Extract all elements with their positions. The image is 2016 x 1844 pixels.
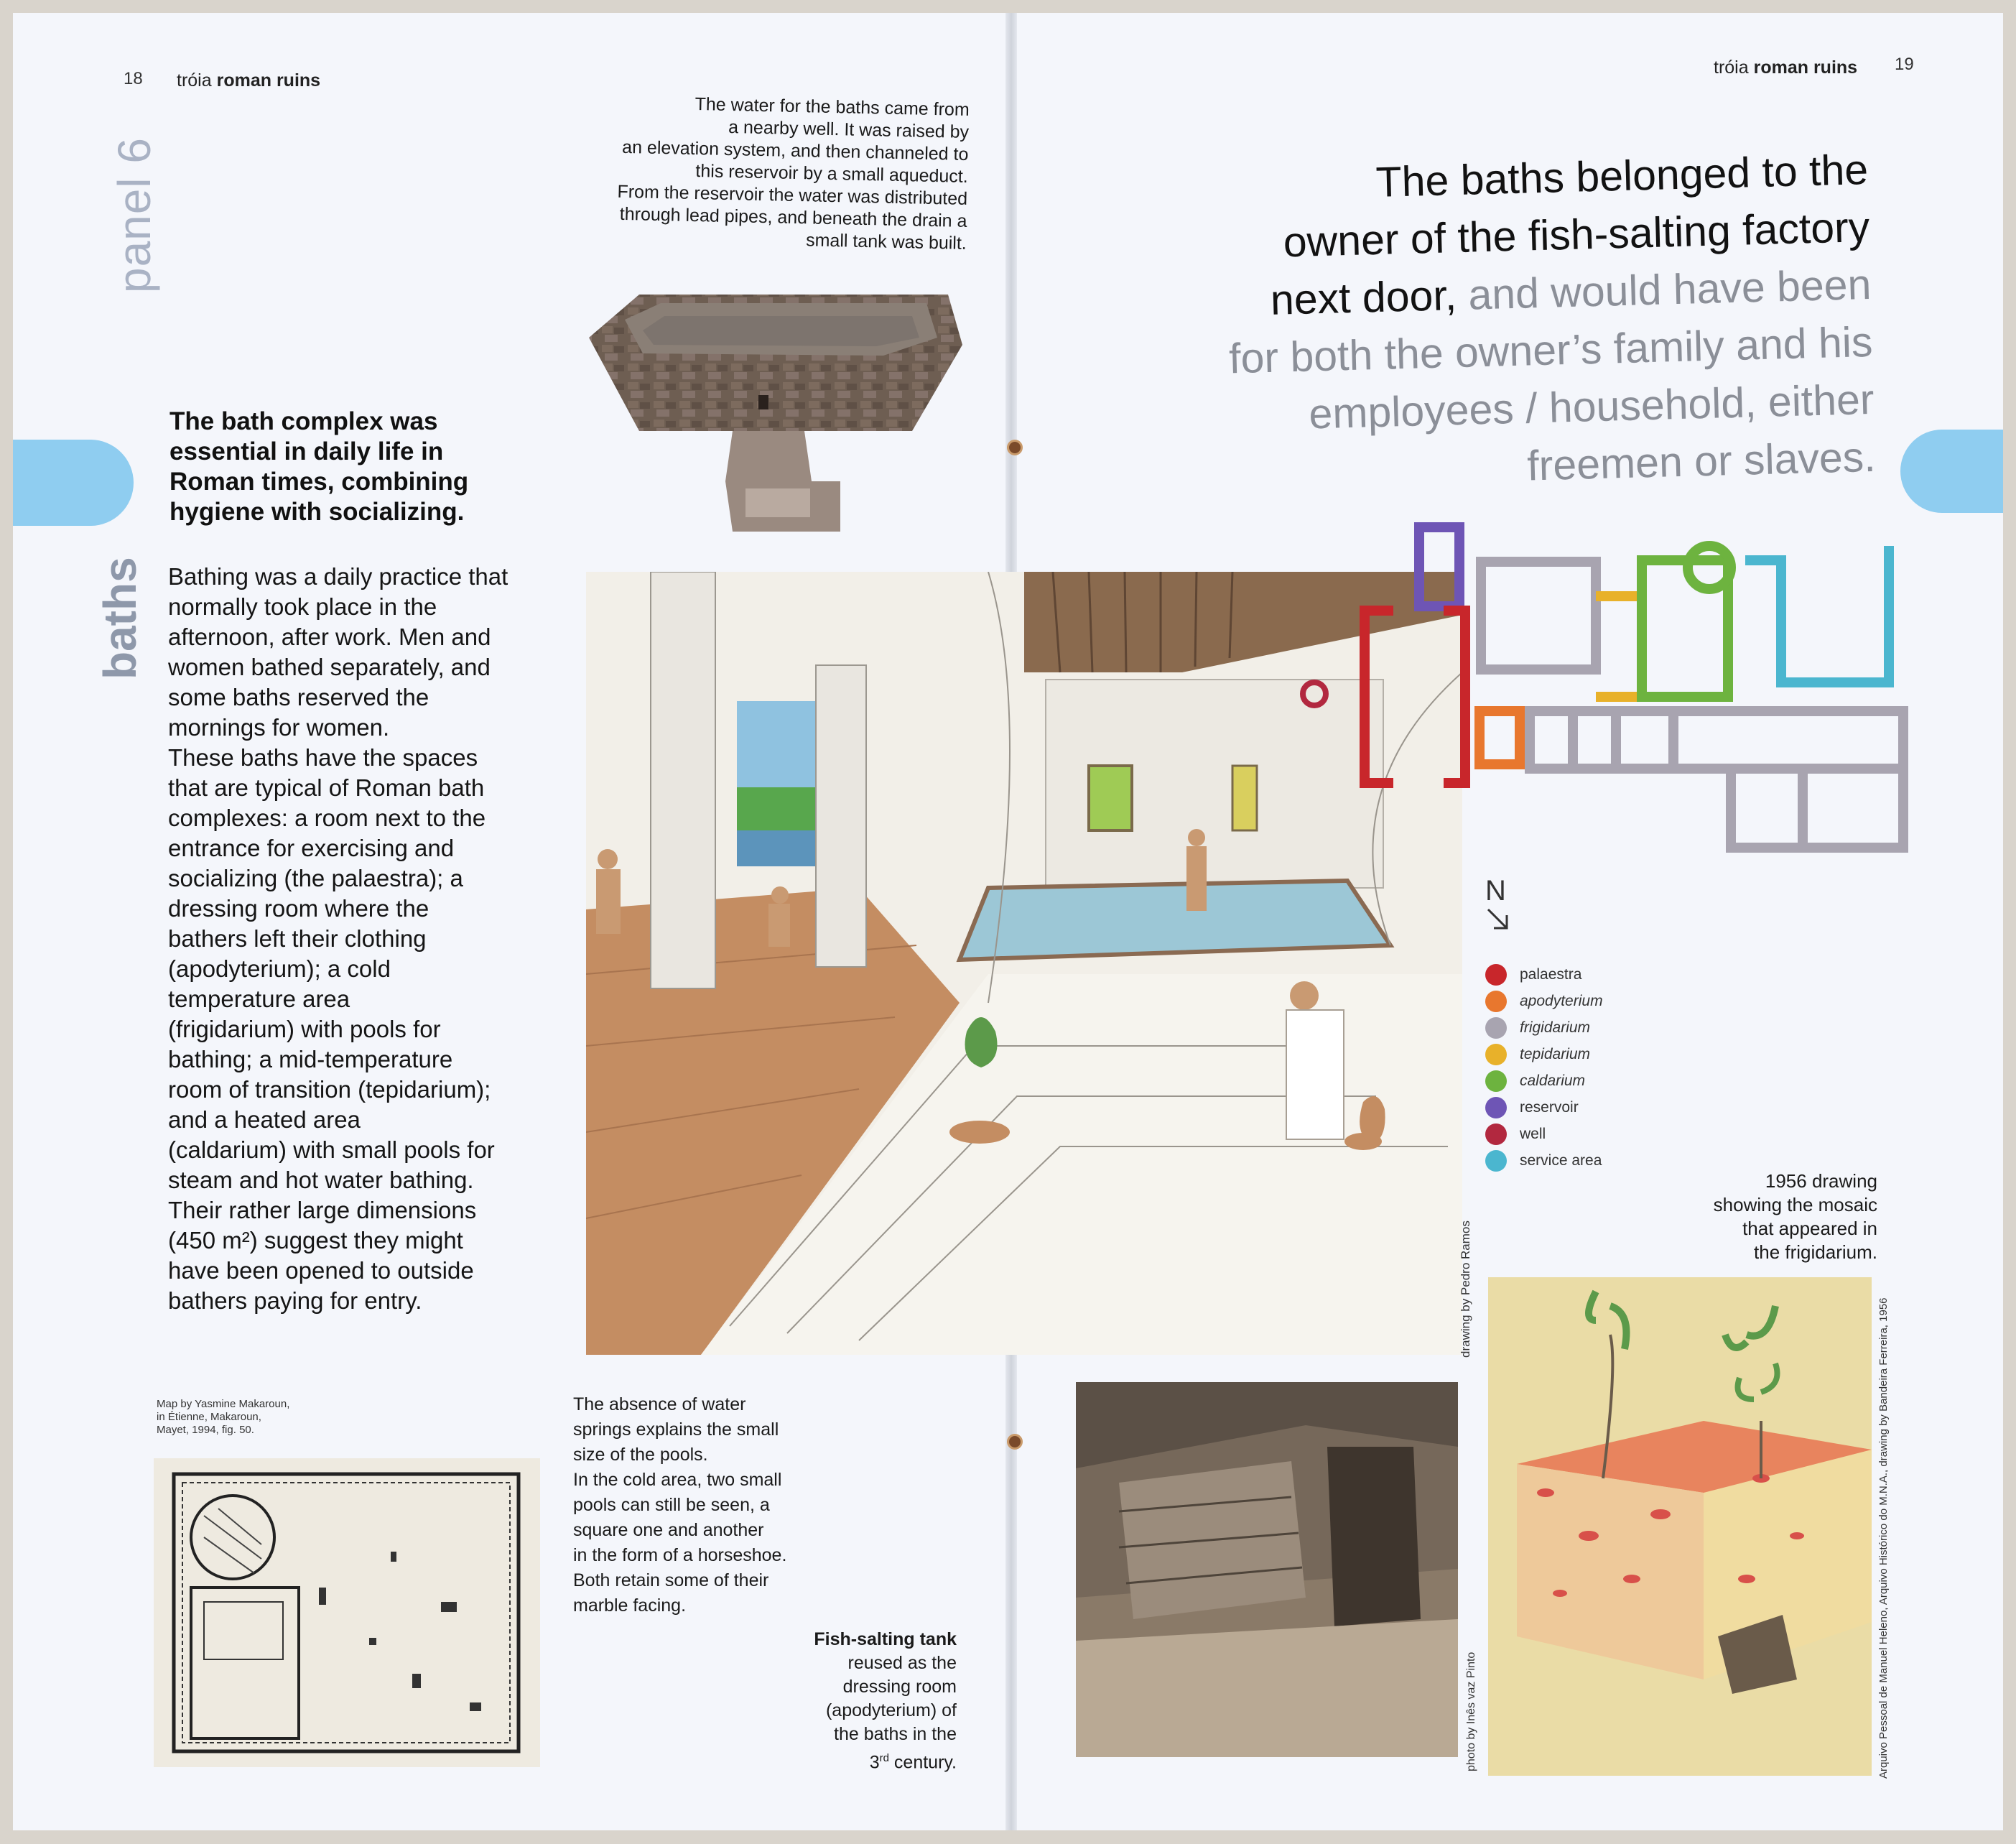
body-text (168, 562, 542, 1316)
body-line: women bathed separately, and (168, 654, 491, 680)
caption-line: showing the mosaic (1713, 1194, 1877, 1215)
body-line: temperature area (168, 986, 350, 1012)
north-label: N (1485, 875, 1506, 907)
running-head-bold: roman ruins (216, 70, 321, 91)
page-number-right: 19 (1895, 55, 1914, 74)
caption-line (754, 1746, 957, 1774)
body-line: and a heated area (168, 1106, 361, 1133)
caption-line: From the reservoir the water was distributed (617, 181, 968, 209)
photo-credit: photo by Inês vaz Pinto (1465, 1651, 1477, 1771)
legend-label: reservoir (1520, 1099, 1579, 1116)
legend-item-well (1485, 1123, 1546, 1145)
body-line: (frigidarium) with pools for (168, 1016, 441, 1042)
legend-item-caldarium (1485, 1070, 1585, 1092)
caption-line: Both retain some of their (573, 1570, 769, 1590)
running-head-prefix: tróia (177, 70, 212, 91)
legend-item-palaestra (1485, 964, 1581, 986)
caption-line: dressing room (842, 1677, 957, 1697)
caption-line: the baths in the (834, 1724, 957, 1744)
tank-caption-title: Fish-salting tank (814, 1629, 957, 1649)
headline-line: The baths belonged to the (1375, 145, 1869, 206)
drawing-credit: drawing by Pedro Ramos (1459, 1220, 1472, 1358)
lead-line: hygiene with socializing. (169, 498, 465, 526)
legend-label: service area (1520, 1152, 1602, 1169)
body-line: mornings for women. (168, 714, 390, 741)
caption-line: an elevation system, and then channeled to (621, 136, 969, 165)
page-number-left: 18 (124, 69, 143, 88)
body-line: that are typical of Roman bath (168, 774, 485, 801)
body-line: bathers paying for entry. (168, 1287, 422, 1314)
running-head-prefix: tróia (1714, 57, 1749, 78)
credit-line: Mayet, 1994, fig. 50. (157, 1424, 254, 1436)
body-line: steam and hot water bathing. (168, 1167, 474, 1193)
binding-hole (1007, 440, 1023, 455)
century-word: century. (888, 1752, 957, 1773)
caption-line: The absence of water (573, 1394, 746, 1414)
lead-line: essential in daily life in (169, 437, 444, 465)
body-line: socializing (the palaestra); a (168, 865, 463, 891)
caption-line: size of the pools. (573, 1445, 708, 1465)
caption-line: through lead pipes, and beneath the drain a (619, 203, 967, 231)
legend-swatch (1485, 964, 1507, 986)
map-credit (157, 1398, 289, 1437)
body-line: bathers left their clothing (168, 925, 427, 952)
body-line: These baths have the spaces (168, 744, 478, 771)
site-plan (1300, 517, 1932, 869)
caption-line: small tank was built. (805, 230, 967, 254)
panel-label: panel 6 (108, 137, 160, 293)
legend-label: well (1520, 1126, 1546, 1142)
legend-item-apodyterium (1485, 991, 1603, 1012)
headline-line: freemen or slaves. (1526, 432, 1877, 490)
mosaic-caption (1594, 1169, 1877, 1264)
body-line: (450 m²) suggest they might (168, 1227, 463, 1254)
caption-line: in the form of a horseshoe. (573, 1545, 787, 1565)
caption-line: springs explains the small (573, 1419, 779, 1440)
body-line: have been opened to outside (168, 1257, 474, 1284)
body-line: complexes: a room next to the (168, 805, 486, 831)
north-arrow-icon (1485, 907, 1511, 932)
ruins-photo (1076, 1382, 1458, 1757)
headline-line: owner of the fish-salting factory (1282, 203, 1871, 267)
site-map-drawing (154, 1458, 540, 1767)
body-line: dressing room where the (168, 895, 429, 922)
headline-dark-part: next door, (1270, 272, 1457, 324)
legend-item-frigidarium (1485, 1017, 1590, 1039)
century-suffix: rd (879, 1752, 889, 1764)
headline-grey-part: and would have been (1456, 260, 1872, 320)
body-line: Bathing was a daily practice that (168, 563, 508, 590)
body-line: some baths reserved the (168, 684, 429, 710)
body-line: (caldarium) with small pools for (168, 1136, 495, 1163)
legend-swatch (1485, 1070, 1507, 1092)
body-line: afternoon, after work. Men and (168, 624, 491, 650)
tank-caption (754, 1628, 957, 1774)
legend-label: tepidarium (1520, 1046, 1591, 1062)
legend-swatch (1485, 1097, 1507, 1118)
legend-swatch (1485, 1017, 1507, 1039)
legend-item-reservoir (1485, 1097, 1579, 1118)
body-line: room of transition (tepidarium); (168, 1076, 491, 1103)
legend-swatch (1485, 991, 1507, 1012)
mosaic-drawing (1488, 1277, 1872, 1776)
well-caption (550, 91, 970, 255)
running-head-right (1714, 57, 1857, 78)
century-number: 3 (869, 1752, 880, 1773)
lead-line: The bath complex was (169, 407, 438, 435)
legend-label: apodyterium (1520, 993, 1603, 1009)
running-head-left (177, 70, 320, 91)
legend-swatch (1485, 1044, 1507, 1065)
body-line: normally took place in the (168, 593, 437, 620)
credit-line: in Étienne, Makaroun, (157, 1411, 261, 1423)
body-line: entrance for exercising and (168, 835, 455, 861)
lead-line: Roman times, combining (169, 468, 469, 496)
caption-line: square one and another (573, 1520, 764, 1540)
binding-hole (1007, 1434, 1023, 1450)
caption-line: pools can still be seen, a (573, 1495, 770, 1515)
running-head-bold: roman ruins (1753, 57, 1858, 78)
headline-line: employees / household, either (1308, 375, 1875, 438)
legend-item-service-area (1485, 1150, 1602, 1172)
body-line: bathing; a mid-temperature (168, 1046, 453, 1072)
caption-line: that appeared in (1742, 1218, 1877, 1239)
caption-line: a nearby well. It was raised by (728, 116, 970, 142)
reservoir-photo (575, 287, 971, 539)
right-tab-marker (1900, 430, 2003, 513)
caption-line: marble facing. (573, 1595, 687, 1616)
legend-label: palaestra (1520, 966, 1582, 983)
archive-credit: Arquivo Pessoal de Manuel Heleno, Arquivo Histórico do M.N.A., drawing by Bandeira Ferreira, 1956 (1877, 1297, 1890, 1779)
body-line: Their rather large dimensions (168, 1197, 477, 1223)
pools-caption (573, 1392, 817, 1618)
caption-line: the frigidarium. (1754, 1241, 1877, 1263)
legend-label: frigidarium (1520, 1019, 1591, 1036)
caption-line: The water for the baths came from (695, 93, 970, 120)
legend-swatch (1485, 1123, 1507, 1145)
legend-label: caldarium (1520, 1072, 1586, 1089)
caption-line: reused as the (847, 1653, 957, 1673)
caption-line: this reservoir by a small aqueduct. (695, 161, 969, 187)
body-line: (apodyterium); a cold (168, 955, 391, 982)
left-tab-marker (13, 440, 134, 526)
headline (1149, 141, 1876, 504)
lead-text (169, 407, 468, 527)
caption-line: (apodyterium) of (825, 1700, 957, 1720)
section-label: baths (94, 557, 146, 680)
credit-line: Map by Yasmine Makaroun, (157, 1398, 290, 1410)
caption-line: In the cold area, two small (573, 1470, 782, 1490)
caption-line: 1956 drawing (1765, 1170, 1877, 1192)
headline-line: for both the owner’s family and his (1228, 318, 1874, 383)
legend-swatch (1485, 1150, 1507, 1172)
legend-item-tepidarium (1485, 1044, 1590, 1065)
